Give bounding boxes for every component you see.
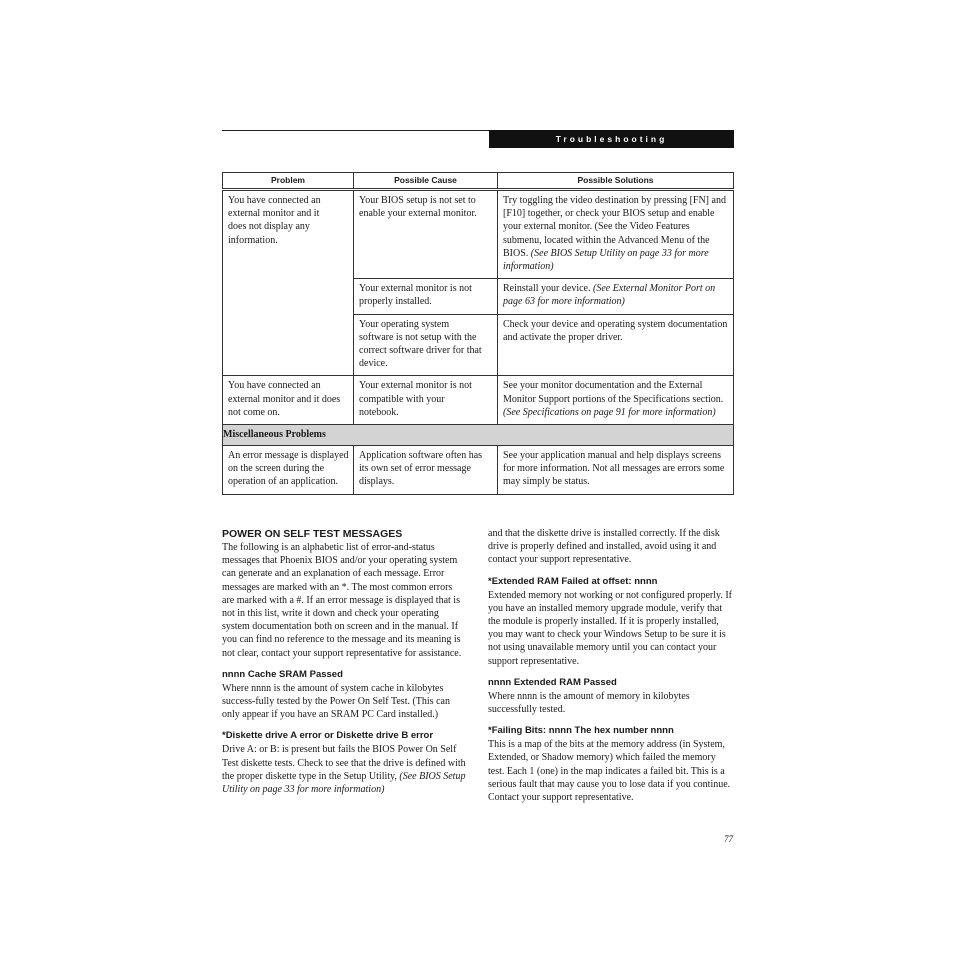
cause-cell bbox=[354, 314, 498, 376]
cause-cell bbox=[354, 446, 498, 495]
cause-cell bbox=[354, 376, 498, 425]
page-number: 77 bbox=[724, 834, 733, 844]
problem-cell bbox=[223, 376, 354, 425]
entry-body-reference: (See BIOS Setup Utility on page 33 for more information) bbox=[222, 770, 466, 796]
solution-text bbox=[498, 279, 733, 313]
entry-heading: *Diskette drive A error or Diskette drive B error bbox=[222, 730, 434, 742]
entry-heading: nnnn Extended RAM Passed bbox=[488, 676, 617, 688]
table-row bbox=[223, 446, 734, 495]
solution-cell bbox=[498, 314, 734, 376]
post-messages-title: POWER ON SELF TEST MESSAGES bbox=[222, 528, 403, 540]
solution-main: Try toggling the video destination by pressing [FN] and [F10] together, or check your BIOS setup and enable your external monitor. (See the Video Features submenu, located within the Advanced Menu of the BIOS. bbox=[503, 195, 726, 259]
solution-cell bbox=[498, 190, 734, 279]
misc-section-row bbox=[223, 425, 734, 446]
post-intro: The following is an alphabetic list of error-and-status messages that Phoenix BIOS and/or your operating system can generate and an explanation of each message. Error messages are marked with an *. The most common errors are marked with a #. If an error message is displayed that is not in this list, write it down and check your operating system documentation both on screen and in the manual. If you can find no reference to the message and its meaning is not clear, contact your support representative for assistance. bbox=[222, 542, 462, 659]
solution-text: See your application manual and help displays screens for more information. Not all messages are errors some may simply be status. bbox=[503, 450, 725, 488]
cause-text: Your operating system software is not setup with the correct software driver for that device. bbox=[359, 318, 482, 370]
entry-heading: *Extended RAM Failed at offset: nnnn bbox=[488, 575, 658, 587]
solution-reference: (See BIOS Setup Utility on page 33 for more information) bbox=[503, 247, 709, 273]
problem-text: An error message is displayed on the screen during the operation of an application. bbox=[228, 450, 349, 488]
solution-cell bbox=[498, 446, 734, 495]
entry-body-continued: and that the diskette drive is installed correctly. If the disk drive is properly defined and installed, avoid using it and contact your support representative. bbox=[488, 528, 720, 566]
solution-main: See your monitor documentation and the External Monitor Support portions of the Specifications section. bbox=[503, 380, 724, 405]
solution-text: Check your device and operating system documentation and activate the proper driver. bbox=[503, 318, 728, 343]
cause-text: Your external monitor is not properly installed. bbox=[359, 283, 472, 308]
solution-reference: (See External Monitor Port on page 63 for more information) bbox=[503, 283, 716, 308]
table-header-row bbox=[223, 173, 734, 190]
right-column bbox=[488, 527, 732, 812]
problem-text: You have connected an external monitor and it does not come on. bbox=[228, 380, 341, 418]
entry-body bbox=[222, 743, 466, 796]
cause-cell bbox=[354, 190, 498, 279]
table-row bbox=[223, 376, 734, 425]
entry-body: This is a map of the bits at the memory address (in System, Extended, or Shadow memory) which failed the memory test. Each 1 (one) in the map indicates a failed bit. This is a serious fault that may cause you to lose data if you continue. Contact your support representative. bbox=[488, 739, 731, 804]
misc-section-label: Miscellaneous Problems bbox=[223, 425, 734, 446]
entry-heading: nnnn Cache SRAM Passed bbox=[222, 668, 343, 680]
solution-cell bbox=[498, 376, 734, 425]
cause-cell bbox=[354, 279, 498, 314]
table-row bbox=[223, 190, 734, 279]
cause-text: Your BIOS setup is not set to enable your external monitor. bbox=[359, 195, 477, 220]
left-column bbox=[222, 527, 466, 804]
entry-body: Where nnnn is the amount of system cache in kilobytes success-fully tested by the Power On Self Test. (This can only appear if you have an SRAM PC Card installed.) bbox=[222, 682, 450, 721]
header-solutions: Possible Solutions bbox=[498, 173, 734, 190]
entry-body: Where nnnn is the amount of memory in kilobytes successfully tested. bbox=[488, 690, 690, 716]
troubleshooting-table bbox=[222, 172, 734, 495]
entry-heading: *Failing Bits: nnnn The hex number nnnn bbox=[488, 725, 674, 737]
section-title: Troubleshooting bbox=[489, 130, 734, 148]
problem-text: You have connected an external monitor and it does not display any information. bbox=[228, 195, 321, 246]
solution-text bbox=[498, 191, 733, 278]
header-cause: Possible Cause bbox=[354, 173, 498, 190]
solution-main: Reinstall your device. bbox=[503, 283, 591, 295]
header-problem: Problem bbox=[223, 173, 354, 190]
header-rule bbox=[222, 130, 489, 131]
solution-reference: (See Specifications on page 91 for more information) bbox=[503, 406, 716, 418]
entry-body: Extended memory not working or not configured properly. If you have an installed memory upgrade module, verify that the module is properly installed. If it is properly installed, you may want to check your Windows Setup to be sure it is not using unavailable memory until you can contact your support representative. bbox=[488, 589, 733, 667]
problem-cell bbox=[223, 190, 354, 376]
cause-text: Your external monitor is not compatible with your notebook. bbox=[359, 380, 472, 418]
problem-cell bbox=[223, 446, 354, 495]
cause-text: Application software often has its own set of error message displays. bbox=[359, 450, 483, 488]
solution-text bbox=[498, 376, 733, 424]
entry-body-main: Drive A: or B: is present but fails the BIOS Power On Self Test diskette tests. Check to see that the drive is defined with the proper diskette type in the Setup Utility, bbox=[222, 744, 466, 782]
solution-cell bbox=[498, 279, 734, 314]
